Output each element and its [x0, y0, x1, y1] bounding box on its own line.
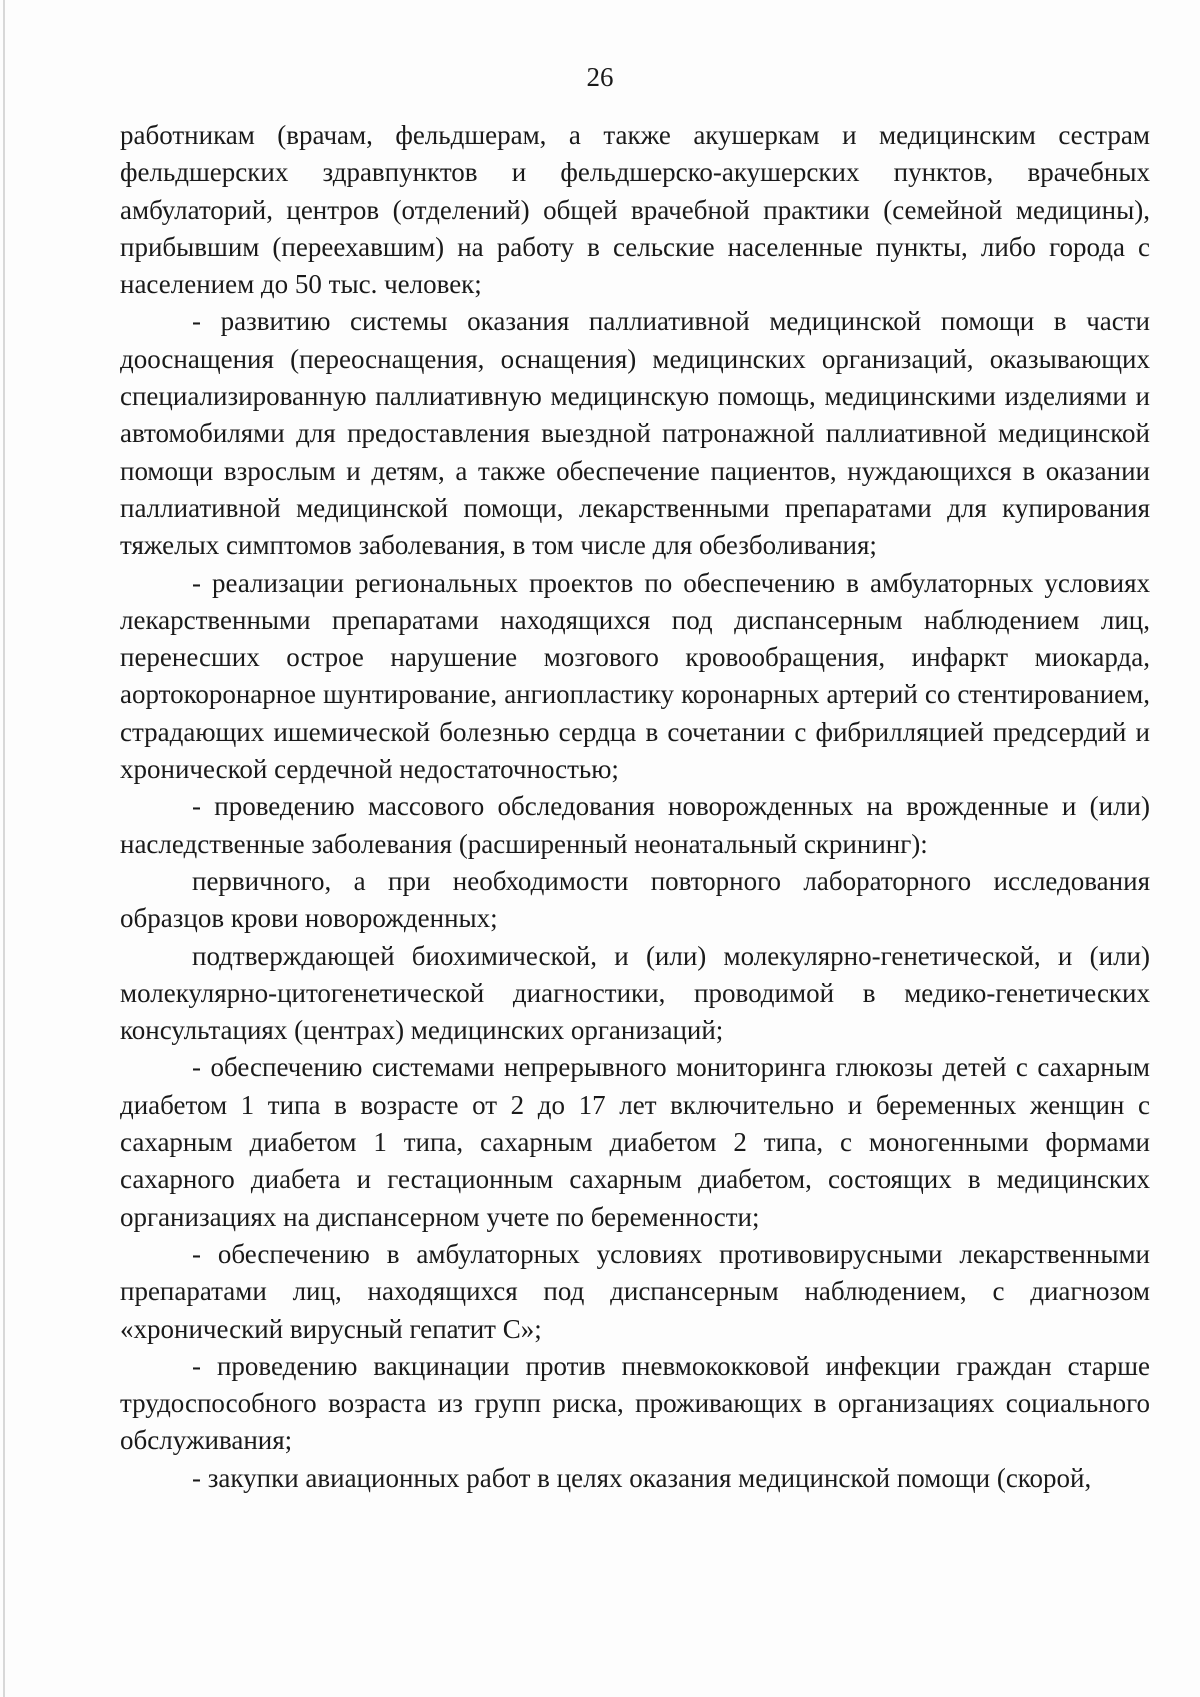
scan-edge-line [3, 0, 5, 1697]
paragraph-1: работникам (врачам, фельдшерам, а также акушеркам и медицинским сестрам фельдшерских здравпунктов и фельдшерско-акушерских пунктов, врачебных амбулаторий, центров (отделений) общей врачебной практики (семейной медицины), прибывшим (переехавшим) на работу в сельские населенные пункты, либо города с населением до 50 тыс. человек; [120, 120, 1150, 300]
paragraph-9: - проведению вакцинации против пневмококковой инфекции граждан старше трудоспособного возраста из групп риска, проживающих в организациях социального обслуживания; [120, 1350, 1150, 1456]
paragraph-2: - развитию системы оказания паллиативной медицинской помощи в части дооснащения (переоснащения, оснащения) медицинских организаций, оказывающих специализированную паллиативную медицинскую помощь, медицинскими изделиями и автомобилями для предоставления выездной патронажной паллиативной медицинской помощи взрослым и детям, а также обеспечение пациентов, нуждающихся в оказании паллиативной медицинской помощи, лекарственными препаратами для купирования тяжелых симптомов заболевания, в том числе для обезболивания; [120, 306, 1150, 561]
paragraph-7: - обеспечению системами непрерывного мониторинга глюкозы детей с сахарным диабетом 1 типа в возрасте от 2 до 17 лет включительно и беременных женщин с сахарным диабетом 1 типа, сахарным диабетом 2 типа, с моногенными формами сахарного диабета и гестационным сахарным диабетом, состоящих в медицинских организациях на диспансерном учете по беременности; [120, 1052, 1150, 1232]
paragraph-6: подтверждающей биохимической, и (или) молекулярно-генетической, и (или) молекулярно-цитогенетической диагностики, проводимой в медико-генетических консультациях (центрах) медицинских организаций; [120, 940, 1150, 1046]
paragraph-3: - реализации региональных проектов по обеспечению в амбулаторных условиях лекарственными препаратами находящихся под диспансерным наблюдением лиц, перенесших острое нарушение мозгового кровообращения, инфаркт миокарда, аортокоронарное шунтирование, ангиопластику коронарных артерий со стентированием, страдающих ишемической болезнью сердца в сочетании с фибрилляцией предсердий и хронической сердечной недостаточностью; [120, 567, 1150, 785]
paragraph-5: первичного, а при необходимости повторного лабораторного исследования образцов крови новорожденных; [120, 865, 1150, 934]
paragraph-8: - обеспечению в амбулаторных условиях противовирусными лекарственными препаратами лиц, находящихся под диспансерным наблюдением, с диагнозом «хронический вирусный гепатит С»; [120, 1238, 1150, 1344]
paragraph-10: - закупки авиационных работ в целях оказания медицинской помощи (скорой, [192, 1462, 1092, 1493]
document-body [120, 117, 1150, 1497]
page-number: 26 [586, 62, 614, 92]
paragraph-4: - проведению массового обследования новорожденных на врожденные и (или) наследственные заболевания (расширенный неонатальный скрининг): [120, 791, 1150, 859]
